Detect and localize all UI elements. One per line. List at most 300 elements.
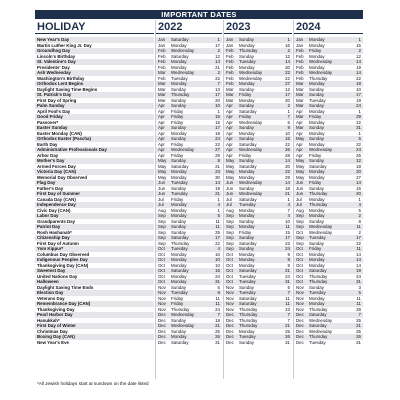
month: Oct (296, 257, 303, 262)
day-number: 29 (285, 174, 290, 180)
holiday-name: Independence Day (35, 202, 154, 208)
month: Apr (158, 130, 165, 136)
weekday: Monday (171, 262, 187, 268)
weekday: Monday (171, 64, 187, 70)
holiday-name: Orthodox Easter (Pascha) (35, 136, 154, 142)
holiday-name: Armed Forces Day (37, 163, 76, 169)
holiday-name: Civic Day (CAN) (37, 207, 71, 213)
weekday: Sunday (171, 328, 186, 334)
day-number: 14 (356, 257, 361, 262)
month: Aug (158, 207, 166, 213)
weekday: Sunday (171, 229, 186, 235)
month: Apr (226, 125, 233, 130)
month: Jun (296, 191, 304, 196)
month: Mar (226, 92, 234, 97)
month: Sep (158, 229, 166, 235)
day-number: 14 (215, 59, 220, 64)
month: Jan (226, 42, 234, 48)
month: Feb (158, 53, 166, 59)
day-number: 4 (287, 213, 290, 218)
day-number: 12 (356, 158, 361, 163)
day-number: 17 (356, 92, 361, 97)
weekday: Friday (309, 180, 322, 185)
month: Feb (296, 53, 304, 59)
day-number: 5 (217, 213, 220, 218)
holiday-name: Indigenous Peoples Day (35, 257, 154, 263)
weekday: Wednesday (239, 180, 263, 185)
month: Sep (296, 224, 304, 229)
day-number: 9 (287, 125, 290, 130)
month: Sep (158, 224, 166, 229)
day-number: 7 (287, 312, 290, 317)
weekday: Saturday (171, 37, 189, 42)
weekday: Sunday (239, 86, 254, 92)
day-number: 31 (285, 279, 290, 284)
holiday-name: Presidents' Day (37, 64, 70, 70)
month: Oct (158, 279, 165, 284)
day-number: 10 (215, 262, 220, 268)
weekday: Monday (239, 213, 255, 218)
weekday: Thursday (309, 306, 328, 312)
day-number: 28 (285, 152, 290, 158)
month: Nov (296, 306, 304, 312)
day-number: 22 (285, 141, 290, 147)
month: Feb (226, 53, 234, 59)
month: Apr (158, 152, 165, 158)
holiday-name: April Fool's Day (37, 108, 71, 114)
weekday: Friday (171, 108, 184, 114)
month: Dec (296, 334, 304, 339)
day-number: 23 (215, 169, 220, 174)
footnote: *All Jewish holidays start at sundown on the date listed (37, 381, 149, 386)
month: Jan (158, 42, 166, 48)
weekday: Sunday (239, 218, 254, 224)
holiday-name: Mother's Day (35, 158, 154, 164)
holiday-name: Columbus Day Observed (37, 251, 90, 257)
month: Aug (296, 207, 304, 213)
weekday: Monday (309, 169, 325, 174)
weekday: Sunday (239, 103, 254, 108)
day-number: 5 (358, 136, 361, 141)
weekday: Wednesday (309, 70, 333, 75)
weekday: Saturday (309, 323, 327, 328)
day-number: 11 (356, 246, 361, 251)
month: Jun (296, 185, 304, 191)
holiday-name: Easter Monday (CAN) (37, 130, 82, 136)
day-number: 20 (356, 169, 361, 174)
day-number: 25 (356, 317, 361, 323)
day-number: 10 (215, 257, 220, 262)
day-number: 20 (356, 191, 361, 196)
month: May (296, 169, 305, 174)
day-number: 7 (217, 312, 220, 317)
day-number: 7 (358, 312, 361, 317)
month: Mar (158, 70, 166, 75)
holiday-name: First Day of Summer (35, 191, 154, 197)
month: Feb (226, 59, 234, 64)
day-number: 1 (358, 37, 361, 42)
weekday: Monday (239, 257, 255, 262)
day-number: 14 (356, 180, 361, 185)
month: Dec (226, 323, 234, 328)
weekday: Saturday (239, 141, 257, 147)
month: Sep (226, 229, 234, 235)
weekday: Monday (171, 42, 187, 48)
month: Apr (158, 147, 165, 152)
day-number: 21 (285, 191, 290, 196)
day-number: 15 (215, 119, 220, 125)
banner-title: IMPORTANT DATES (35, 10, 363, 19)
month: Nov (296, 301, 304, 306)
weekday: Thursday (309, 202, 328, 207)
date-cell (156, 340, 222, 346)
day-number: 21 (215, 191, 220, 196)
month: Sep (296, 213, 304, 218)
holiday-name: Boxing Day (CAN) (35, 334, 154, 340)
weekday: Tuesday (171, 191, 188, 196)
month: May (296, 163, 305, 169)
day-number: 26 (285, 147, 290, 152)
weekday: Wednesday (171, 312, 195, 317)
day-number: 29 (356, 114, 361, 119)
weekday: Sunday (171, 224, 186, 229)
month: May (296, 136, 305, 141)
weekday: Wednesday (171, 48, 195, 53)
day-number: 10 (285, 130, 290, 136)
day-number: 27 (356, 174, 361, 180)
month: Jan (158, 37, 166, 42)
month: Dec (226, 317, 234, 323)
day-number: 9 (287, 251, 290, 257)
day-number: 19 (356, 268, 361, 273)
weekday: Sunday (309, 103, 324, 108)
weekday: Monday (171, 273, 187, 279)
month: Dec (158, 334, 166, 339)
weekday: Monday (239, 207, 255, 213)
month: Oct (296, 273, 303, 279)
month: Jun (226, 191, 234, 196)
weekday: Monday (171, 174, 187, 180)
month: Feb (296, 64, 304, 70)
month: Dec (158, 323, 166, 328)
weekday: Monday (309, 130, 325, 136)
weekday: Monday (239, 81, 255, 86)
day-number: 20 (285, 163, 290, 169)
weekday: Friday (171, 295, 184, 301)
weekday: Monday (171, 207, 187, 213)
day-number: 14 (285, 180, 290, 185)
weekday: Monday (309, 42, 325, 48)
weekday: Monday (239, 262, 255, 268)
month: Oct (296, 246, 303, 251)
day-number: 17 (215, 42, 220, 48)
month: Dec (226, 328, 234, 334)
day-number: 10 (215, 251, 220, 257)
day-number: 17 (285, 92, 290, 97)
weekday: Tuesday (171, 180, 188, 185)
weekday: Thursday (309, 75, 328, 81)
holiday-name: Daylight Saving Time Ends (37, 284, 94, 290)
weekday: Friday (171, 152, 184, 158)
holiday-name: Hanukkah* (37, 317, 60, 323)
month: Apr (158, 103, 165, 108)
weekday: Wednesday (239, 75, 263, 81)
year-column-header: 2022 (156, 20, 222, 34)
day-number: 17 (356, 235, 361, 240)
day-number: 8 (217, 290, 220, 295)
day-number: 27 (285, 81, 290, 86)
day-number: 24 (356, 103, 361, 108)
weekday: Sunday (171, 158, 186, 163)
day-number: 20 (285, 97, 290, 103)
weekday: Tuesday (239, 334, 256, 339)
month: May (158, 174, 167, 180)
month: Sep (226, 213, 234, 218)
day-number: 22 (285, 169, 290, 174)
day-number: 15 (215, 268, 220, 273)
day-number: 15 (356, 42, 361, 48)
day-number: 2 (358, 48, 361, 53)
weekday: Monday (171, 279, 187, 284)
day-number: 23 (285, 306, 290, 312)
weekday: Saturday (239, 163, 257, 169)
month: Dec (296, 339, 304, 345)
weekday: Saturday (309, 268, 327, 273)
month: Jun (296, 180, 304, 185)
day-number: 2 (287, 48, 290, 53)
weekday: Friday (171, 301, 184, 306)
month: Sep (158, 218, 166, 224)
month: Jul (226, 202, 232, 207)
day-number: 4 (287, 202, 290, 207)
weekday: Thursday (171, 92, 190, 97)
important-dates-sheet (35, 10, 363, 390)
month: Nov (158, 284, 166, 290)
day-number: 22 (356, 141, 361, 147)
weekday: Saturday (239, 295, 257, 301)
holiday-name: St. Patrick's Day (35, 92, 154, 98)
day-number: 23 (285, 240, 290, 246)
day-number: 13 (215, 86, 220, 92)
weekday: Sunday (171, 185, 186, 191)
day-number: 11 (215, 218, 220, 224)
month: Feb (158, 75, 166, 81)
day-number: 31 (215, 339, 220, 345)
month: Oct (296, 268, 303, 273)
day-number: 1 (217, 207, 220, 213)
day-number: 14 (356, 59, 361, 64)
month: Jan (296, 42, 304, 48)
day-number: 17 (285, 235, 290, 240)
month: Mar (226, 97, 234, 103)
day-number: 17 (215, 235, 220, 240)
weekday: Monday (309, 53, 325, 59)
weekday: Monday (171, 59, 187, 64)
day-number: 26 (285, 334, 290, 339)
day-number: 21 (215, 323, 220, 328)
day-number: 1 (287, 108, 290, 114)
month: Jun (158, 191, 166, 196)
month: Nov (158, 301, 166, 306)
day-number: 6 (217, 284, 220, 290)
day-number: 18 (356, 81, 361, 86)
month: Feb (226, 64, 234, 70)
weekday: Saturday (309, 163, 327, 169)
month: May (226, 174, 235, 180)
day-number: 9 (287, 262, 290, 268)
holiday-name: Canada Day (CAN) (37, 196, 76, 202)
day-number: 16 (285, 42, 290, 48)
month: Oct (226, 273, 233, 279)
weekday: Sunday (171, 218, 186, 224)
weekday: Sunday (171, 284, 186, 290)
holiday-name: Sweetest Day (35, 268, 154, 274)
day-number: 4 (217, 246, 220, 251)
weekday: Thursday (239, 323, 258, 328)
month: Apr (158, 136, 165, 141)
month: Nov (226, 306, 234, 312)
month: Dec (158, 328, 166, 334)
month: Mar (296, 103, 304, 108)
month: Apr (158, 119, 165, 125)
day-number: 31 (215, 279, 220, 284)
weekday: Monday (171, 202, 187, 207)
year-column-header: 2024 (294, 20, 363, 34)
holiday-name: Grandparents Day (37, 218, 76, 224)
weekday: Saturday (309, 312, 327, 317)
weekday: Tuesday (239, 279, 256, 284)
month: Mar (158, 97, 166, 103)
weekday: Wednesday (309, 328, 333, 334)
month: Dec (158, 312, 166, 317)
weekday: Thursday (309, 279, 328, 284)
weekday: Monday (239, 328, 255, 334)
month: Sep (226, 235, 234, 240)
weekday: Monday (239, 174, 255, 180)
day-number: 24 (285, 273, 290, 279)
day-number: 12 (285, 53, 290, 59)
weekday: Sunday (309, 185, 324, 191)
month: Jul (158, 202, 164, 207)
month: Nov (226, 284, 234, 290)
day-number: 16 (285, 136, 290, 141)
day-number: 1 (217, 37, 220, 42)
weekday: Sunday (309, 136, 324, 141)
day-number: 14 (356, 262, 361, 268)
month: Sep (226, 246, 234, 251)
weekday: Wednesday (309, 229, 333, 235)
weekday: Sunday (239, 53, 254, 59)
month: Apr (296, 147, 303, 152)
weekday: Friday (171, 114, 184, 119)
month: Oct (158, 246, 165, 251)
month: Apr (158, 108, 165, 114)
month: May (296, 158, 305, 163)
holiday-name: Easter Sunday (35, 125, 154, 131)
weekday: Saturday (239, 108, 257, 114)
day-number: 5 (358, 290, 361, 295)
month: Dec (226, 334, 234, 339)
weekday: Tuesday (309, 290, 326, 295)
weekday: Thursday (239, 312, 258, 317)
day-number: 22 (215, 240, 220, 246)
month: Oct (158, 268, 165, 273)
month: Nov (158, 290, 166, 295)
day-number: 18 (215, 130, 220, 136)
holiday-name: Lincoln's Birthday (37, 53, 76, 59)
day-number: 22 (215, 75, 220, 81)
month: Feb (296, 75, 304, 81)
holiday-name: Rosh Hashanah* (37, 229, 72, 235)
month: Nov (158, 306, 166, 312)
weekday: Saturday (239, 240, 257, 246)
day-number: 24 (215, 136, 220, 141)
day-number: 1 (217, 196, 220, 202)
year-column-header: 2023 (224, 20, 292, 34)
day-number: 30 (215, 174, 220, 180)
day-number: 14 (285, 59, 290, 64)
weekday: Sunday (239, 185, 254, 191)
day-number: 3 (358, 284, 361, 290)
month: Apr (226, 147, 233, 152)
weekday: Monday (309, 119, 325, 125)
day-number: 26 (356, 152, 361, 158)
weekday: Wednesday (239, 191, 263, 196)
holiday-name: Yom Kippur* (35, 246, 154, 252)
month: Apr (226, 130, 233, 136)
holiday-name: Christmas Day (37, 328, 68, 334)
weekday: Tuesday (171, 75, 188, 81)
weekday: Sunday (239, 136, 254, 141)
day-number: 8 (217, 158, 220, 163)
weekday: Saturday (239, 196, 257, 202)
weekday: Friday (171, 119, 184, 125)
holiday-name: Thanksgiving Day (CAN) (37, 262, 89, 268)
weekday: Thursday (171, 306, 190, 312)
day-number: 2 (358, 213, 361, 218)
month: Jun (226, 180, 234, 185)
day-number: 1 (358, 196, 361, 202)
day-number: 19 (215, 185, 220, 191)
month: Apr (226, 136, 233, 141)
holiday-name: Ash Wednesday (35, 70, 154, 76)
holiday-name: Flag Day (35, 180, 154, 186)
weekday: Monday (239, 169, 255, 174)
day-number: 29 (215, 152, 220, 158)
weekday: Monday (309, 196, 325, 202)
weekday: Saturday (239, 301, 257, 306)
month: Mar (296, 125, 304, 130)
month: Apr (296, 108, 303, 114)
weekday: Monday (309, 37, 325, 42)
weekday: Monday (239, 251, 255, 257)
weekday: Monday (239, 224, 255, 229)
day-number: 17 (215, 92, 220, 97)
weekday: Monday (309, 301, 325, 306)
month: Mar (296, 114, 304, 119)
weekday: Monday (239, 130, 255, 136)
month: Sep (226, 240, 234, 246)
weekday: Wednesday (309, 224, 333, 229)
month: Jul (226, 196, 232, 202)
holiday-name: Citizenship Day (35, 235, 154, 241)
month: Apr (226, 114, 233, 119)
weekday: Thursday (309, 191, 328, 196)
month: Apr (226, 152, 233, 158)
month: Dec (226, 312, 234, 317)
month: Oct (226, 251, 233, 257)
weekday: Saturday (171, 235, 189, 240)
